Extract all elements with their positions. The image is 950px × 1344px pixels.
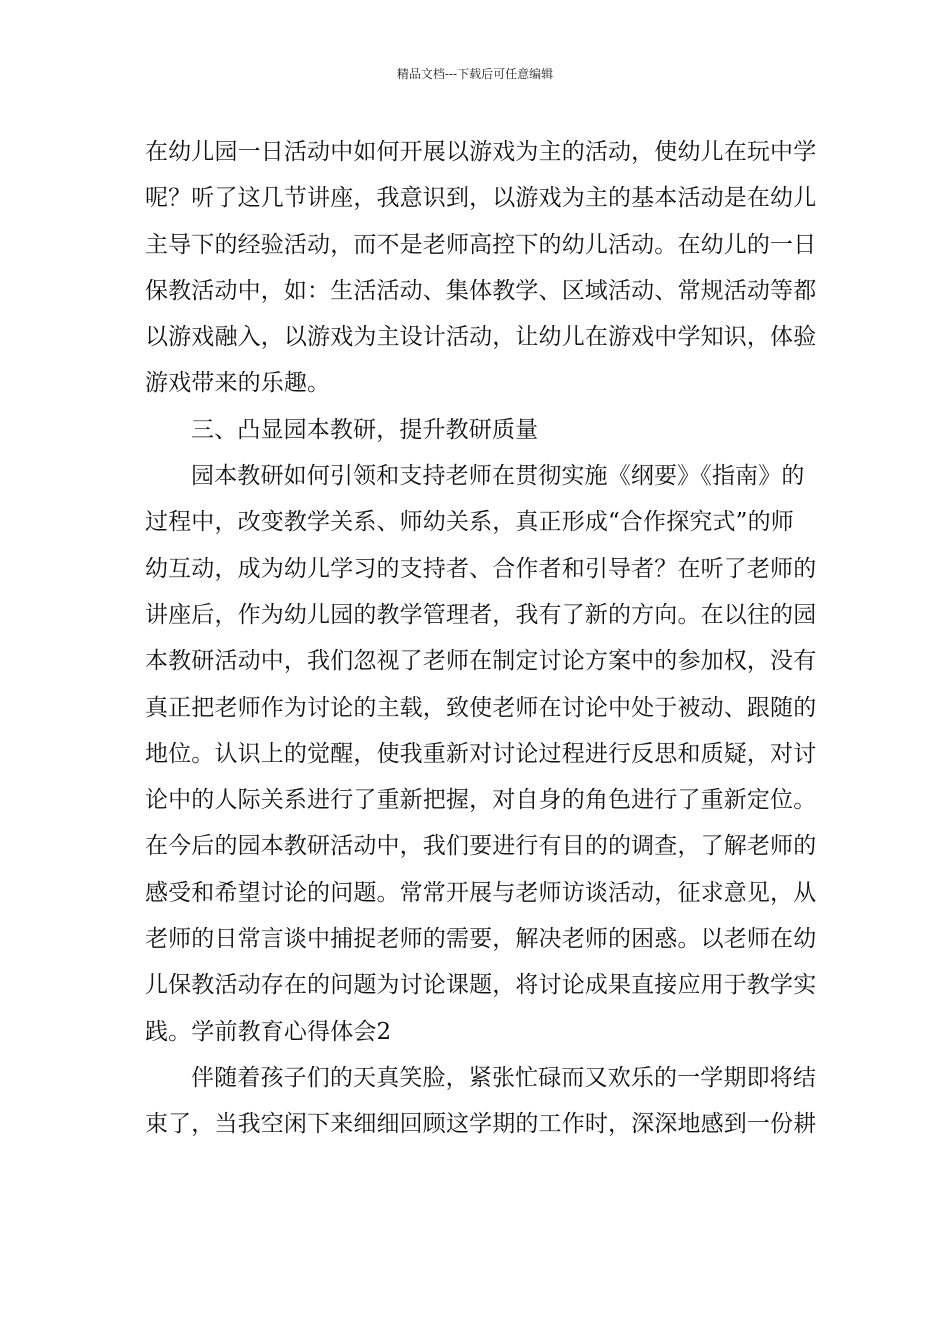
section-heading: 三、凸显园本教研，提升教研质量 [191,416,539,443]
text-line: 保教活动中，如：生活活动、集体教学、区域活动、常规活动等都 [145,277,817,304]
text-line: 园本教研如何引领和支持老师在贯彻实施《纲要》《指南》的 [191,463,805,490]
text-line: 本教研活动中，我们忽视了老师在制定讨论方案中的参加权，没有 [145,648,817,675]
text-line: 束了，当我空闲下来细细回顾这学期的工作时，深深地感到一份耕 [145,1111,817,1138]
text-line: 践。学前教育心得体会2 [145,1018,392,1045]
text-line: 在幼儿园一日活动中如何开展以游戏为主的活动，使幼儿在玩中学 [145,139,817,165]
page-header: 精品文档---下载后可任意编辑 [396,67,554,81]
text-line: 过程中，改变教学关系、师幼关系，真正形成“合作探究式”的师 [145,509,794,536]
text-line: 以游戏融入，以游戏为主设计活动，让幼儿在游戏中学知识，体验 [145,324,817,351]
text-line: 在今后的园本教研活动中，我们要进行有目的的调查，了解老师的 [145,833,817,860]
text-line: 论中的人际关系进行了重新把握，对自身的角色进行了重新定位。 [145,787,817,814]
text-line: 幼互动，成为幼儿学习的支持者、合作者和引导者？在听了老师的 [145,555,817,582]
text-line: 游戏带来的乐趣。 [145,370,331,397]
text-line: 地位。认识上的觉醒，使我重新对讨论过程进行反思和质疑，对讨 [145,740,817,767]
document-body [145,132,817,1151]
text-line: 呢？听了这几节讲座，我意识到，以游戏为主的基本活动是在幼儿 [145,185,817,212]
text-line: 感受和希望讨论的问题。常常开展与老师访谈活动，征求意见，从 [145,879,817,906]
text-line: 儿保教活动存在的问题为讨论课题，将讨论成果直接应用于教学实 [145,972,817,999]
text-line: 老师的日常言谈中捕捉老师的需要，解决老师的困惑。以老师在幼 [145,926,817,953]
text-line: 主导下的经验活动，而不是老师高控下的幼儿活动。在幼儿的一日 [145,231,817,258]
text-line: 讲座后，作为幼儿园的教学管理者，我有了新的方向。在以往的园 [145,601,817,628]
text-line: 真正把老师作为讨论的主载，致使老师在讨论中处于被动、跟随的 [145,694,817,721]
text-line: 伴随着孩子们的天真笑脸，紧张忙碌而又欢乐的一学期即将结 [191,1064,817,1091]
